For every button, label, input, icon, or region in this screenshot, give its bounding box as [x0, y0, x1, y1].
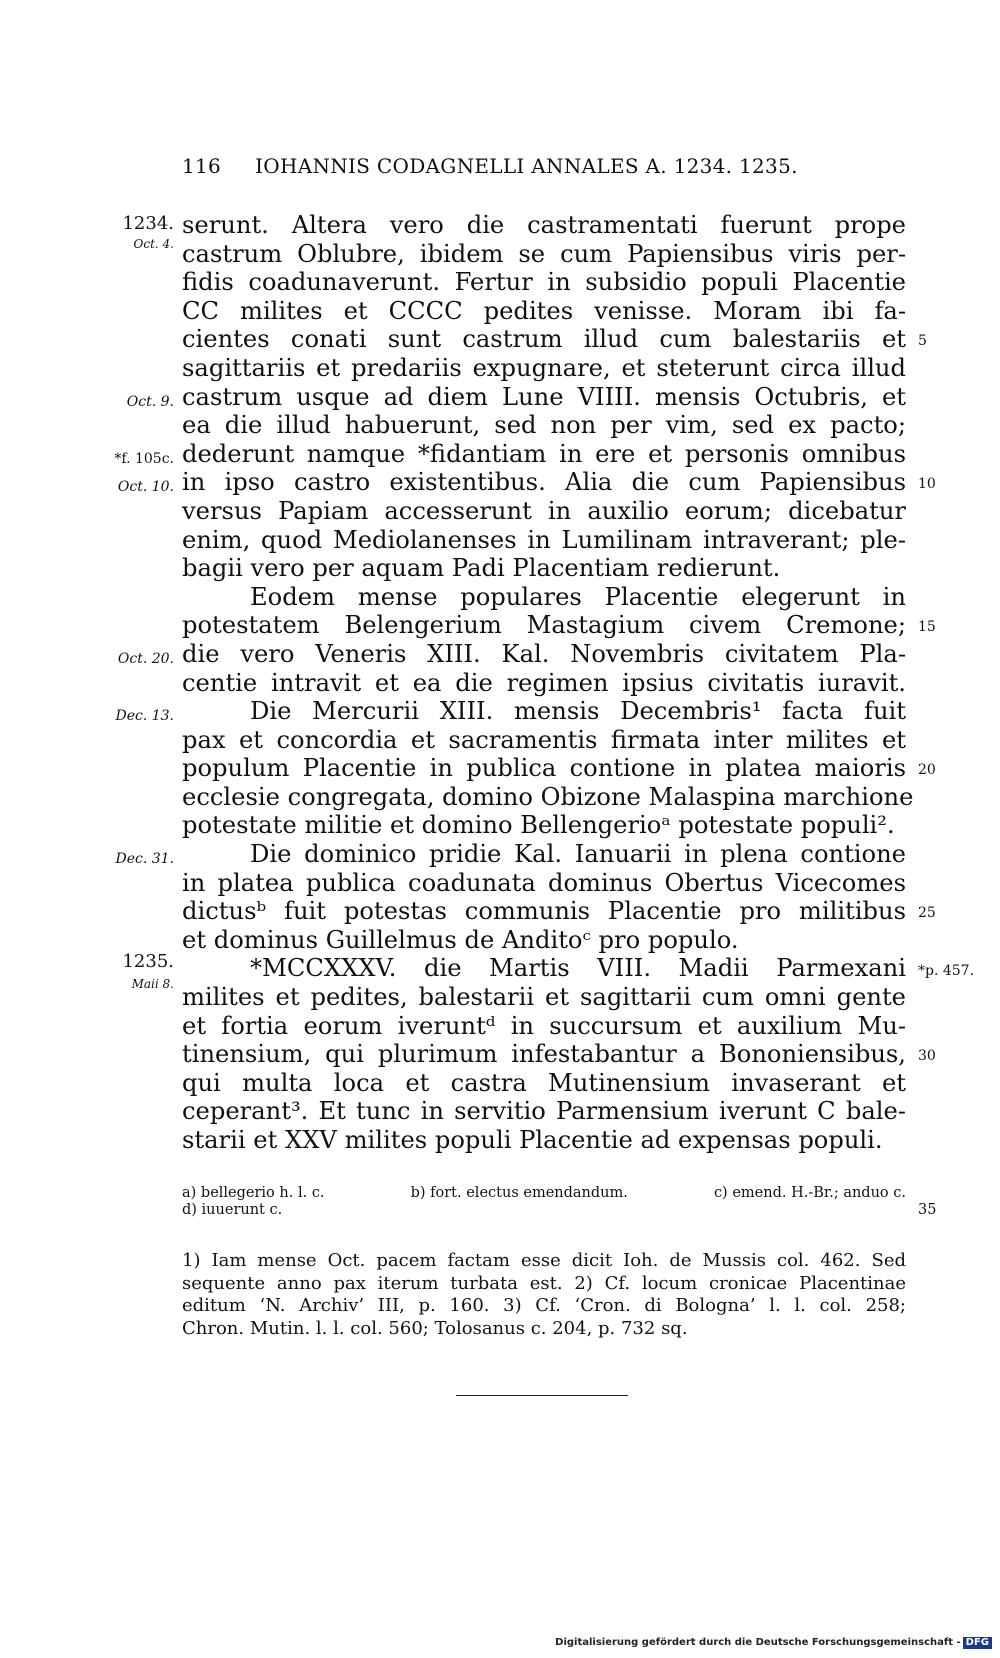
text-line-content: cientes conati sunt castrum illud cum balestariis et — [182, 325, 906, 354]
text-line-content: in ipso castro existentibus. Alia die cum Papiensibus — [182, 468, 906, 497]
margin-year-1234: 1234. — [122, 213, 174, 234]
text-line-content: fidis coadunaverunt. Fertur in subsidio populi Placentie — [182, 268, 906, 297]
line-number-30: 30 — [918, 1048, 936, 1064]
text-line — [182, 554, 906, 583]
text-line-content: Die dominico pridie Kal. Ianuarii in plena contione — [250, 840, 906, 869]
line-number-5: 5 — [918, 333, 927, 349]
running-head — [182, 154, 842, 178]
text-line-content: qui multa loca et castra Mutinensium invaserant et — [182, 1068, 906, 1097]
text-line-content: ea die illud habuerunt, sed non per vim, sed ex pacto; — [182, 411, 906, 440]
margin-date-oct9: Oct. 9. — [126, 394, 174, 410]
footnotes — [182, 1250, 906, 1340]
footnote-line: sequente anno pax iterum turbata est. 2) Cf. locum cronicae Placentinae — [182, 1272, 906, 1294]
margin-page-ref: *p. 457. — [918, 963, 975, 979]
end-rule — [456, 1395, 628, 1396]
text-line-content: potestatem Belengerium Mastagium civem Cremone; — [182, 611, 906, 640]
text-line — [182, 411, 906, 440]
text-line-content: castrum usque ad diem Lune VIIII. mensis Octubris, et — [182, 382, 906, 411]
text-line — [182, 1097, 906, 1126]
line-number-20: 20 — [918, 762, 936, 778]
margin-date-oct20: Oct. 20. — [117, 651, 174, 667]
text-line — [182, 1126, 906, 1155]
page-title: IOHANNIS CODAGNELLI ANNALES A. 1234. 1235. — [255, 154, 798, 178]
text-line-content: pax et concordia et sacramentis firmata inter milites et — [182, 725, 906, 754]
text-line-content: et dominus Guillelmus de Anditoᶜ pro populo. — [182, 925, 739, 954]
text-line — [182, 640, 906, 669]
text-line — [182, 497, 906, 526]
text-line — [182, 726, 906, 755]
text-line-content: ecclesie congregata, domino Obizone Malaspina marchione — [182, 782, 914, 811]
text-line — [182, 526, 906, 555]
text-line — [182, 354, 906, 383]
body-text — [114, 211, 975, 1155]
text-line — [182, 1040, 906, 1069]
text-line-content: castrum Oblubre, ibidem se cum Papiensibus viris per- — [182, 239, 906, 268]
variant-note-b: b) fort. electus emendandum. — [410, 1185, 628, 1201]
text-line — [182, 583, 906, 612]
text-line-content: populum Placentie in publica contione in platea maioris — [182, 754, 906, 783]
line-number-10: 10 — [918, 476, 936, 492]
text-line-content: dederunt namque *fidantiam in ere et personis omnibus — [182, 439, 906, 468]
digitization-credit — [555, 1637, 992, 1649]
margin-year-1235: 1235. — [122, 951, 174, 972]
text-line-content: bagii vero per aquam Padi Placentiam redierunt. — [182, 554, 781, 583]
text-line — [182, 697, 906, 726]
text-line-content: milites et pedites, balestarii et sagittarii cum omni gente — [182, 983, 906, 1012]
text-line-content: centie intravit et ea die regimen ipsius civitatis iuravit. — [182, 668, 906, 697]
text-line — [182, 669, 906, 698]
margin-folio-ref: *f. 105c. — [114, 451, 174, 467]
text-line — [182, 983, 906, 1012]
margin-date-oct4: Oct. 4. — [133, 237, 174, 251]
footnote-line: 1) Iam mense Oct. pacem factam esse dicit Ioh. de Mussis col. 462. Sed — [182, 1250, 906, 1271]
text-line — [182, 297, 906, 326]
text-line-content: ceperant³. Et tunc in servitio Parmensium iverunt C bale- — [182, 1097, 906, 1126]
text-line — [182, 268, 906, 297]
text-line — [182, 897, 906, 926]
text-line-content: et fortia eorum iveruntᵈ in succursum et auxilium Mu- — [182, 1011, 906, 1040]
text-line — [182, 383, 906, 412]
text-line — [182, 926, 906, 955]
text-line — [182, 611, 906, 640]
text-line — [182, 1069, 906, 1098]
text-line-content: die vero Veneris XIII. Kal. Novembris civitatem Pla- — [182, 639, 906, 668]
text-line — [182, 211, 906, 240]
text-line — [182, 811, 906, 840]
text-line-content: versus Papiam accesserunt in auxilio eorum; dicebatur — [182, 496, 906, 525]
text-line-content: *MCCXXXV. die Martis VIII. Madii Parmexani — [250, 954, 906, 983]
text-line — [182, 840, 906, 869]
text-line-content: Eodem mense populares Placentie elegerunt in — [250, 582, 906, 611]
footnote-line: Chron. Mutin. l. l. col. 560; Tolosanus c. 204, p. 732 sq. — [182, 1317, 688, 1339]
text-line — [182, 782, 914, 812]
text-line — [182, 240, 906, 269]
text-line-content: dictusᵇ fuit potestas communis Placentie pro militibus — [182, 897, 906, 926]
text-line-content: Die Mercurii XIII. mensis Decembris¹ facta fuit — [250, 697, 906, 726]
line-number-35: 35 — [918, 1202, 937, 1218]
text-line-content: in platea publica coadunata dominus Obertus Vicecomes — [182, 868, 906, 897]
text-line — [182, 468, 906, 497]
page-number: 116 — [182, 154, 222, 178]
digitization-credit-text: Digitalisierung gefördert durch die Deutsche Forschungsgemeinschaft - — [555, 1637, 961, 1648]
text-line-content: starii et XXV milites populi Placentie ad expensas populi. — [182, 1126, 883, 1154]
text-line-content: enim, quod Mediolanenses in Lumilinam intraverant; ple- — [182, 525, 906, 554]
text-line — [182, 754, 906, 783]
line-number-15: 15 — [918, 619, 936, 635]
variant-note-d: d) iuuerunt c. — [182, 1202, 283, 1218]
margin-date-dec13: Dec. 13. — [115, 708, 174, 724]
margin-date-mai8: Maii 8. — [131, 977, 174, 991]
text-line-content: serunt. Altera vero die castramentati fuerunt prope — [182, 211, 906, 239]
text-line — [182, 869, 906, 898]
text-line-content: potestate militie et domino Bellengerioᵃ potestate populi². — [182, 811, 895, 840]
text-line — [182, 325, 906, 354]
text-line-content: tinensium, qui plurimum infestabantur a Bononiensibus, — [182, 1040, 906, 1069]
text-line-content: CC milites et CCCC pedites venisse. Moram ibi fa- — [182, 296, 906, 325]
text-line — [182, 954, 906, 983]
variant-notes — [182, 1185, 937, 1219]
variant-note-c: c) emend. H.-Br.; anduo c. — [713, 1185, 906, 1201]
line-number-25: 25 — [918, 905, 936, 921]
text-line-content: sagittariis et predariis expugnare, et steterunt circa illud — [182, 353, 906, 382]
text-line — [182, 440, 906, 469]
footnote-line: editum ‘N. Archiv’ III, p. 160. 3) Cf. ‘Cron. di Bologna’ l. l. col. 258; — [182, 1295, 906, 1316]
margin-date-oct10: Oct. 10. — [117, 479, 174, 495]
variant-note-a: a) bellegerio h. l. c. — [182, 1185, 325, 1201]
text-line — [182, 1012, 906, 1041]
dfg-logo: DFG — [963, 1637, 992, 1649]
margin-date-dec31: Dec. 31. — [115, 851, 174, 867]
